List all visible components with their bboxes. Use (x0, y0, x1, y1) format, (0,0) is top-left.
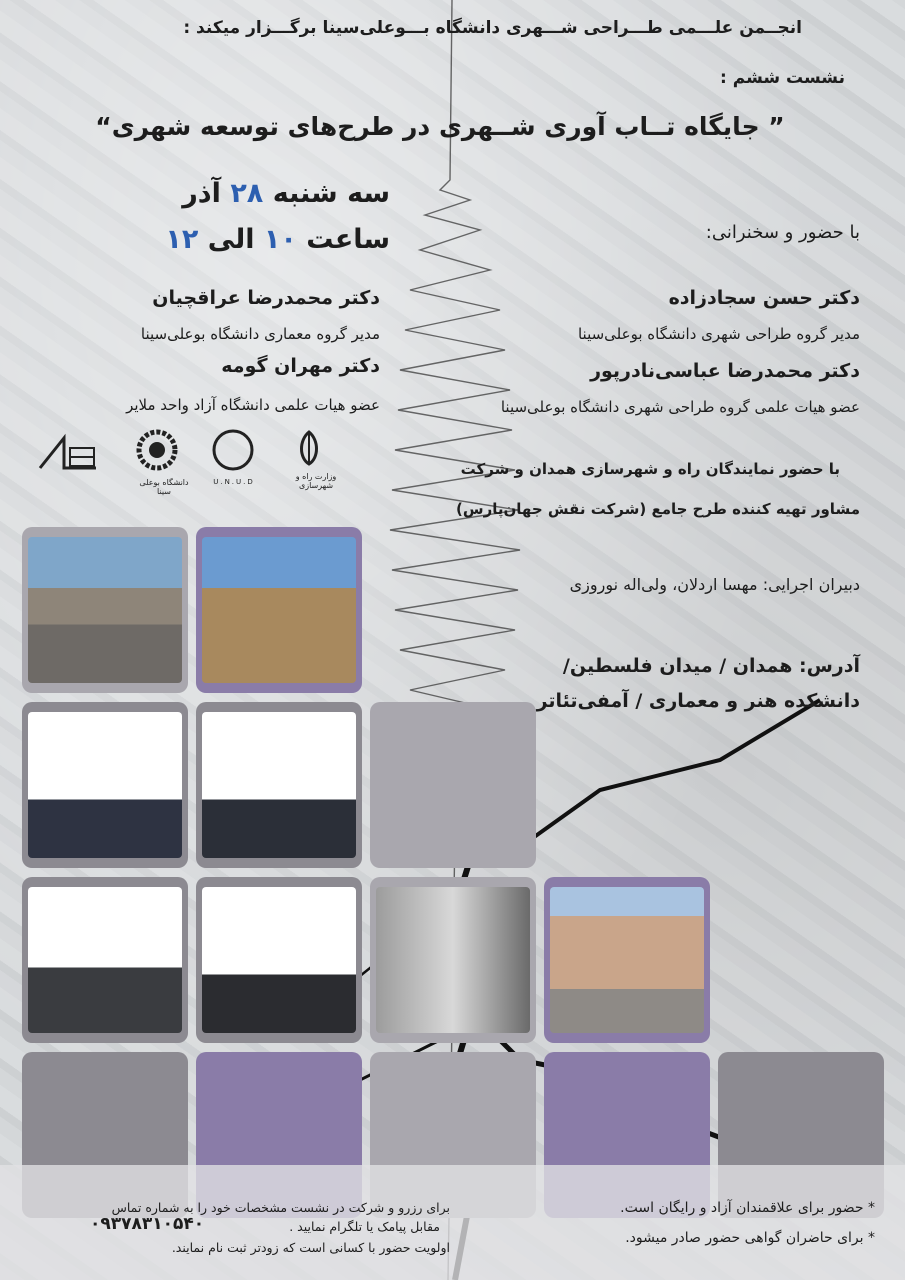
ministry-roads-logo (284, 428, 348, 490)
unuo-logo (208, 428, 272, 490)
photo-tile (370, 877, 536, 1043)
ruins-woman-photo (202, 537, 356, 683)
photo-tile (22, 527, 188, 693)
organizer-line: انجــمن علـــمی طـــراحی شـــهری دانشگاه بـــوعلی‌سینا برگـــزار میکند : (183, 18, 802, 38)
event-title: ” جایگاه تــاب آوری شــهری در طرح‌های توسعه شهری“ (95, 112, 785, 141)
date-day: ۲۸ (230, 178, 264, 209)
speaker-name: دکتر مهران گومه (221, 355, 380, 377)
speaker-portrait-photo (202, 712, 356, 858)
empty-tile (370, 702, 536, 868)
session-label: نشست ششم : (720, 68, 845, 88)
time-prefix: ساعت (296, 224, 390, 255)
time-middle: الی (198, 224, 264, 255)
photo-tile (22, 877, 188, 1043)
executive-secretaries: دبیران اجرایی: مهسا اردلان، ولی‌اله نوروزی (569, 575, 860, 594)
architecture-association-logo (36, 428, 100, 490)
registration-line2: مقابل پیامک یا تلگرام نمایید . (289, 1219, 440, 1234)
speaker-name: دکتر محمدرضا عراقچیان (152, 287, 380, 309)
photo-tile (22, 702, 188, 868)
time-start: ۱۰ (263, 224, 297, 255)
free-attendance-note: * حضور برای علاقمندان آزاد و رایگان است. (620, 1200, 875, 1216)
speaker-role: عضو هیات علمی گروه طراحی شهری دانشگاه بوعلی‌سینا (500, 398, 860, 416)
speaker-name: دکتر حسن سجادزاده (668, 287, 860, 309)
speaker-role: عضو هیات علمی دانشگاه آزاد واحد ملایر (126, 396, 380, 414)
address-line1: آدرس: همدان / میدان فلسطین/ (562, 655, 860, 677)
speaker-role: مدیر گروه طراحی شهری دانشگاه بوعلی‌سینا (577, 325, 860, 343)
speaker-role: مدیر گروه معماری دانشگاه بوعلی‌سینا (140, 325, 380, 343)
representatives-line1: با حضور نمایندگان راه و شهرسازی همدان و شرکت (460, 460, 840, 478)
photo-tile (196, 527, 362, 693)
speaker-name: دکتر محمدرضا عباسی‌نادرپور (590, 360, 860, 382)
speaker-portrait-photo (28, 712, 182, 858)
certificate-note: * برای حاضران گواهی حضور صادر میشود. (625, 1230, 875, 1246)
registration-line3: اولویت حضور با کسانی است که زودتر ثبت نام نمایند. (171, 1240, 450, 1255)
time-end: ۱۲ (165, 224, 199, 255)
bu-ali-sina-university-logo (132, 428, 196, 496)
earthquake-victims-photo (28, 537, 182, 683)
logo-caption: U.N.U.D (213, 478, 255, 486)
representatives-line2: مشاور تهیه کننده طرح جامع (شرکت نقش جهان‌پارس) (456, 500, 860, 518)
speakers-intro: با حضور و سخنرانی: (705, 222, 860, 243)
logo-caption: وزارت راه و شهرسازی (295, 472, 337, 490)
event-time (60, 224, 390, 255)
photo-tile (544, 877, 710, 1043)
speaker-portrait-photo (202, 887, 356, 1033)
registration-line1: برای رزرو و شرکت در نشست مشخصات خود را به شماره تماس (111, 1200, 450, 1215)
date-prefix: سه شنبه (263, 178, 390, 209)
logo-caption: دانشگاه بوعلی سینا (139, 478, 189, 496)
event-date (60, 178, 390, 209)
date-month: آذر (182, 178, 231, 209)
child-ruins-photo (376, 887, 530, 1033)
address-line2: دانشکده هنر و معماری / آمفی‌تئاتر (536, 690, 860, 712)
speaker-portrait-photo (28, 887, 182, 1033)
damaged-building-photo (550, 887, 704, 1033)
photo-tile (196, 702, 362, 868)
contact-phone: ۰۹۳۷۸۳۱۰۵۴۰ (90, 1214, 205, 1234)
photo-tile (196, 877, 362, 1043)
